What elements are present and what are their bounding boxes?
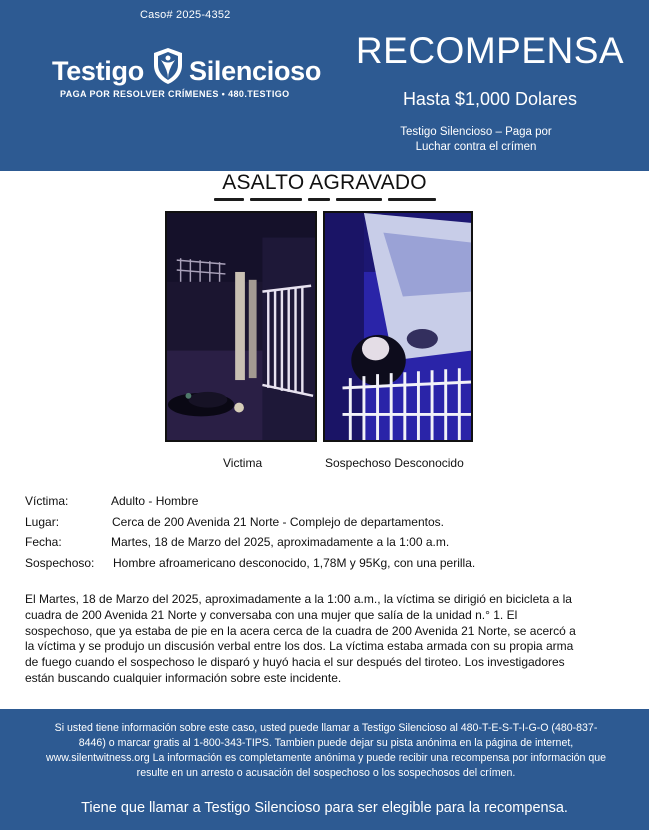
suspect-caption: Sospechoso Desconocido (325, 456, 464, 470)
logo-word-testigo: Testigo (52, 56, 144, 86)
footer-banner (0, 709, 649, 830)
logo-tagline: PAGA POR RESOLVER CRÍMENES • 480.TESTIGO (60, 89, 290, 99)
detail-value: Adulto - Hombre (111, 494, 199, 508)
case-number: Caso# 2025-4352 (140, 9, 231, 21)
reward-subtitle: Testigo Silencioso – Paga por Luchar contra el crímen (400, 126, 552, 153)
crime-title: ASALTO AGRAVADO (222, 171, 427, 194)
contact-information: Si usted tiene información sobre este caso, usted puede llamar a Testigo Silencioso al 480-T-E-S-T-I-G-O (480-837-8446) o marcar gratis al 1-800-343-TIPS. Tambien puede dejar su pista anónima en la página de internet, www.silentwitness.org La información es completamente anónima y puede recibir una recompensa por información que resulte en un arresto o acusación del sospechoso o los sospechosos del crímen. (46, 722, 606, 779)
detail-label: Lugar: (25, 514, 60, 529)
detail-value: Hombre afroamericano desconocido, 1,78M y 95Kg, con una perilla. (113, 555, 476, 570)
incident-narrative: El Martes, 18 de Marzo del 2025, aproximadamente a la 1:00 a.m., la víctima se dirigió en bicicleta a la cuadra de 200 Avenida 21 Norte y conversaba con una mujer que salía de la unidad n.° 1. El sospechoso, que ya estaba de pie en la acera cerca de la cuadra de 200 Avenida 21 Norte, se acercó a la víctima y se produjo un discusión verbal entre los dos. La víctima estaba armada con su propia arma de fuego cuando el sospechoso le disparó y huyó hacia el sur después del tiroteo. Los investigadores están buscando cualquier información sobre este incidente. (25, 592, 576, 685)
silent-witness-logo (52, 44, 324, 102)
header-banner (0, 0, 649, 171)
cropped-text-line (214, 195, 436, 206)
detail-value: Martes, 18 de Marzo del 2025, aproximadamente a la 1:00 a.m. (111, 535, 450, 549)
reward-amount: Hasta $1,000 Dolares (402, 89, 578, 109)
reward-eligibility-note: Tiene que llamar a Testigo Silencioso para ser elegible para la recompensa. (81, 800, 568, 816)
suspect-photo (323, 211, 473, 442)
victim-photo (165, 211, 317, 442)
logo-word-silencioso: Silencioso (189, 56, 322, 86)
detail-label: Víctima: (25, 494, 69, 508)
detail-label: Sospechoso: (25, 555, 95, 570)
victim-caption: Victima (223, 456, 263, 470)
shield-icon (152, 47, 184, 85)
detail-value: Cerca de 200 Avenida 21 Norte - Complejo de departamentos. (112, 514, 444, 529)
detail-label: Fecha: (25, 535, 62, 549)
reward-title: RECOMPENSA (355, 30, 625, 71)
